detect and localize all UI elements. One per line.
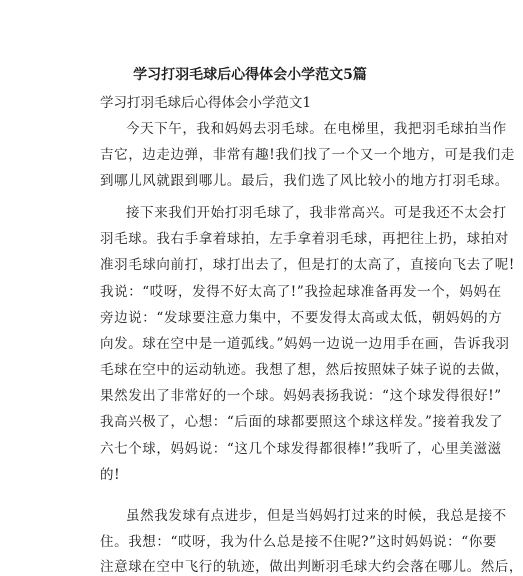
paragraph-2-line-8: 果然发出了非常好的一个球。妈妈表扬我说：“这个球发得很好!” — [100, 388, 502, 404]
paragraph-1-line-1: 今天下午，我和妈妈去羽毛球。在电梯里，我把羽毛球拍当作 — [126, 121, 507, 137]
paragraph-3-line-2: 住。我想：“哎呀，我为什么总是接不住呢?”这时妈妈说：“你要 — [100, 534, 497, 550]
paragraph-3-line-3: 注意球在空中飞行的轨迹，做出判断羽毛球大约会落在哪儿。然后， — [100, 559, 523, 575]
paragraph-2-line-11: 的! — [100, 467, 121, 483]
paragraph-1-line-3: 到哪儿风就跟到哪儿。最后，我们选了风比较小的地方打羽毛球。 — [100, 173, 509, 189]
document-title: 学习打羽毛球后心得体会小学范文5篇 — [133, 67, 367, 83]
paragraph-2-line-4: 我说：“哎呀，发得不好太高了!”我捡起球准备再发一个，妈妈在 — [100, 284, 502, 300]
paragraph-1-line-2: 吉它，边走边弹，非常有趣!我们找了一个又一个地方，可是我们走 — [100, 147, 515, 163]
section-heading: 学习打羽毛球后心得体会小学范文1 — [100, 95, 312, 111]
paragraph-2-line-6: 向发。球在空中是一道弧线。”妈妈一边说一边用手在画，告诉我羽 — [100, 336, 510, 352]
paragraph-2-line-10: 六七个球，妈妈说：“这几个球发得都很棒!”我听了，心里美滋滋 — [100, 441, 502, 457]
paragraph-2-line-9: 我高兴极了，心想：“后面的球都要照这个球这样发。”接着我发了 — [100, 414, 504, 430]
paragraph-2-line-2: 羽毛球。我右手拿着球拍，左手拿着羽毛球，再把往上扔，球拍对 — [100, 231, 509, 247]
paragraph-2-line-3: 准羽毛球向前打，球打出去了，但是打的太高了，直接向飞去了呢! — [100, 257, 515, 273]
paragraph-3-line-1: 虽然我发球有点进步，但是当妈妈打过来的时候，我总是接不 — [126, 508, 507, 524]
paragraph-2-line-5: 旁边说：“发球要注意力集中，不要发得太高或太低，朝妈妈的方 — [100, 310, 503, 326]
paragraph-2-line-7: 毛球在空中的运动轨迹。我想了想，然后按照妹子妹子说的去做， — [100, 362, 509, 378]
paragraph-2-line-1: 接下来我们开始打羽毛球了，我非常高兴。可是我还不太会打 — [126, 205, 507, 221]
